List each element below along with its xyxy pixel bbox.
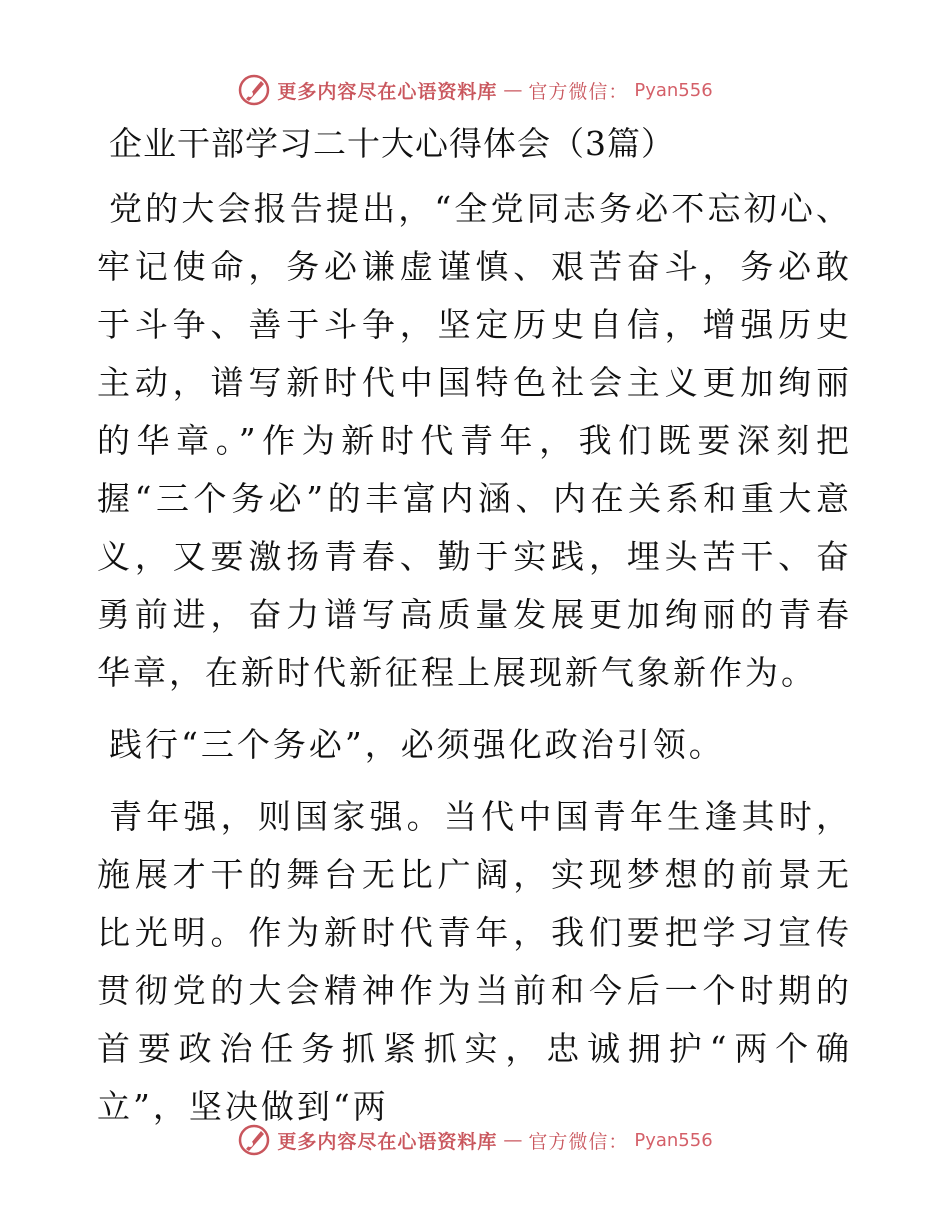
- header-watermark: [0, 68, 950, 112]
- watermark-brand: 更多内容尽在心语资料库: [277, 80, 498, 103]
- page-title: 企业干部学习二十大心得体会（3篇）: [109, 124, 675, 163]
- watermark-separator: —: [503, 79, 523, 101]
- watermark-brand: 更多内容尽在心语资料库: [277, 1130, 498, 1153]
- paragraph-3: 青年强，则国家强。当代中国青年生逢其时，施展才干的舞台无比广阔，实现梦想的前景无比光明。作为新时代青年，我们要把学习宣传贯彻党的大会精神作为当前和今后一个时期的首要政治任务抓紧抓实，忠诚拥护“两个确立”，坚决做到“两: [97, 797, 852, 1126]
- document-body: [97, 120, 852, 1136]
- watermark-wechat-label: 官方微信：: [528, 80, 629, 103]
- watermark-wechat-label: 官方微信：: [528, 1130, 629, 1153]
- quill-logo-icon: [237, 1123, 271, 1157]
- watermark-wechat-id: Pyan556: [634, 79, 713, 101]
- paragraph-2: 践行“三个务必”，必须强化政治引领。: [109, 725, 725, 764]
- watermark-wechat-id: Pyan556: [634, 1129, 713, 1151]
- footer-watermark: [0, 1118, 950, 1162]
- quill-logo-icon: [237, 73, 271, 107]
- watermark-separator: —: [503, 1129, 523, 1151]
- paragraph-1: 党的大会报告提出，“全党同志务必不忘初心、牢记使命，务必谦虚谨慎、艰苦奋斗，务必敢于斗争、善于斗争，坚定历史自信，增强历史主动，谱写新时代中国特色社会主义更加绚丽的华章。”作为新时代青年，我们既要深刻把握“三个务必”的丰富内涵、内在关系和重大意义，又要激扬青春、勤于实践，埋头苦干、奋勇前进，奋力谱写高质量发展更加绚丽的青春华章，在新时代新征程上展现新气象新作为。: [97, 189, 852, 692]
